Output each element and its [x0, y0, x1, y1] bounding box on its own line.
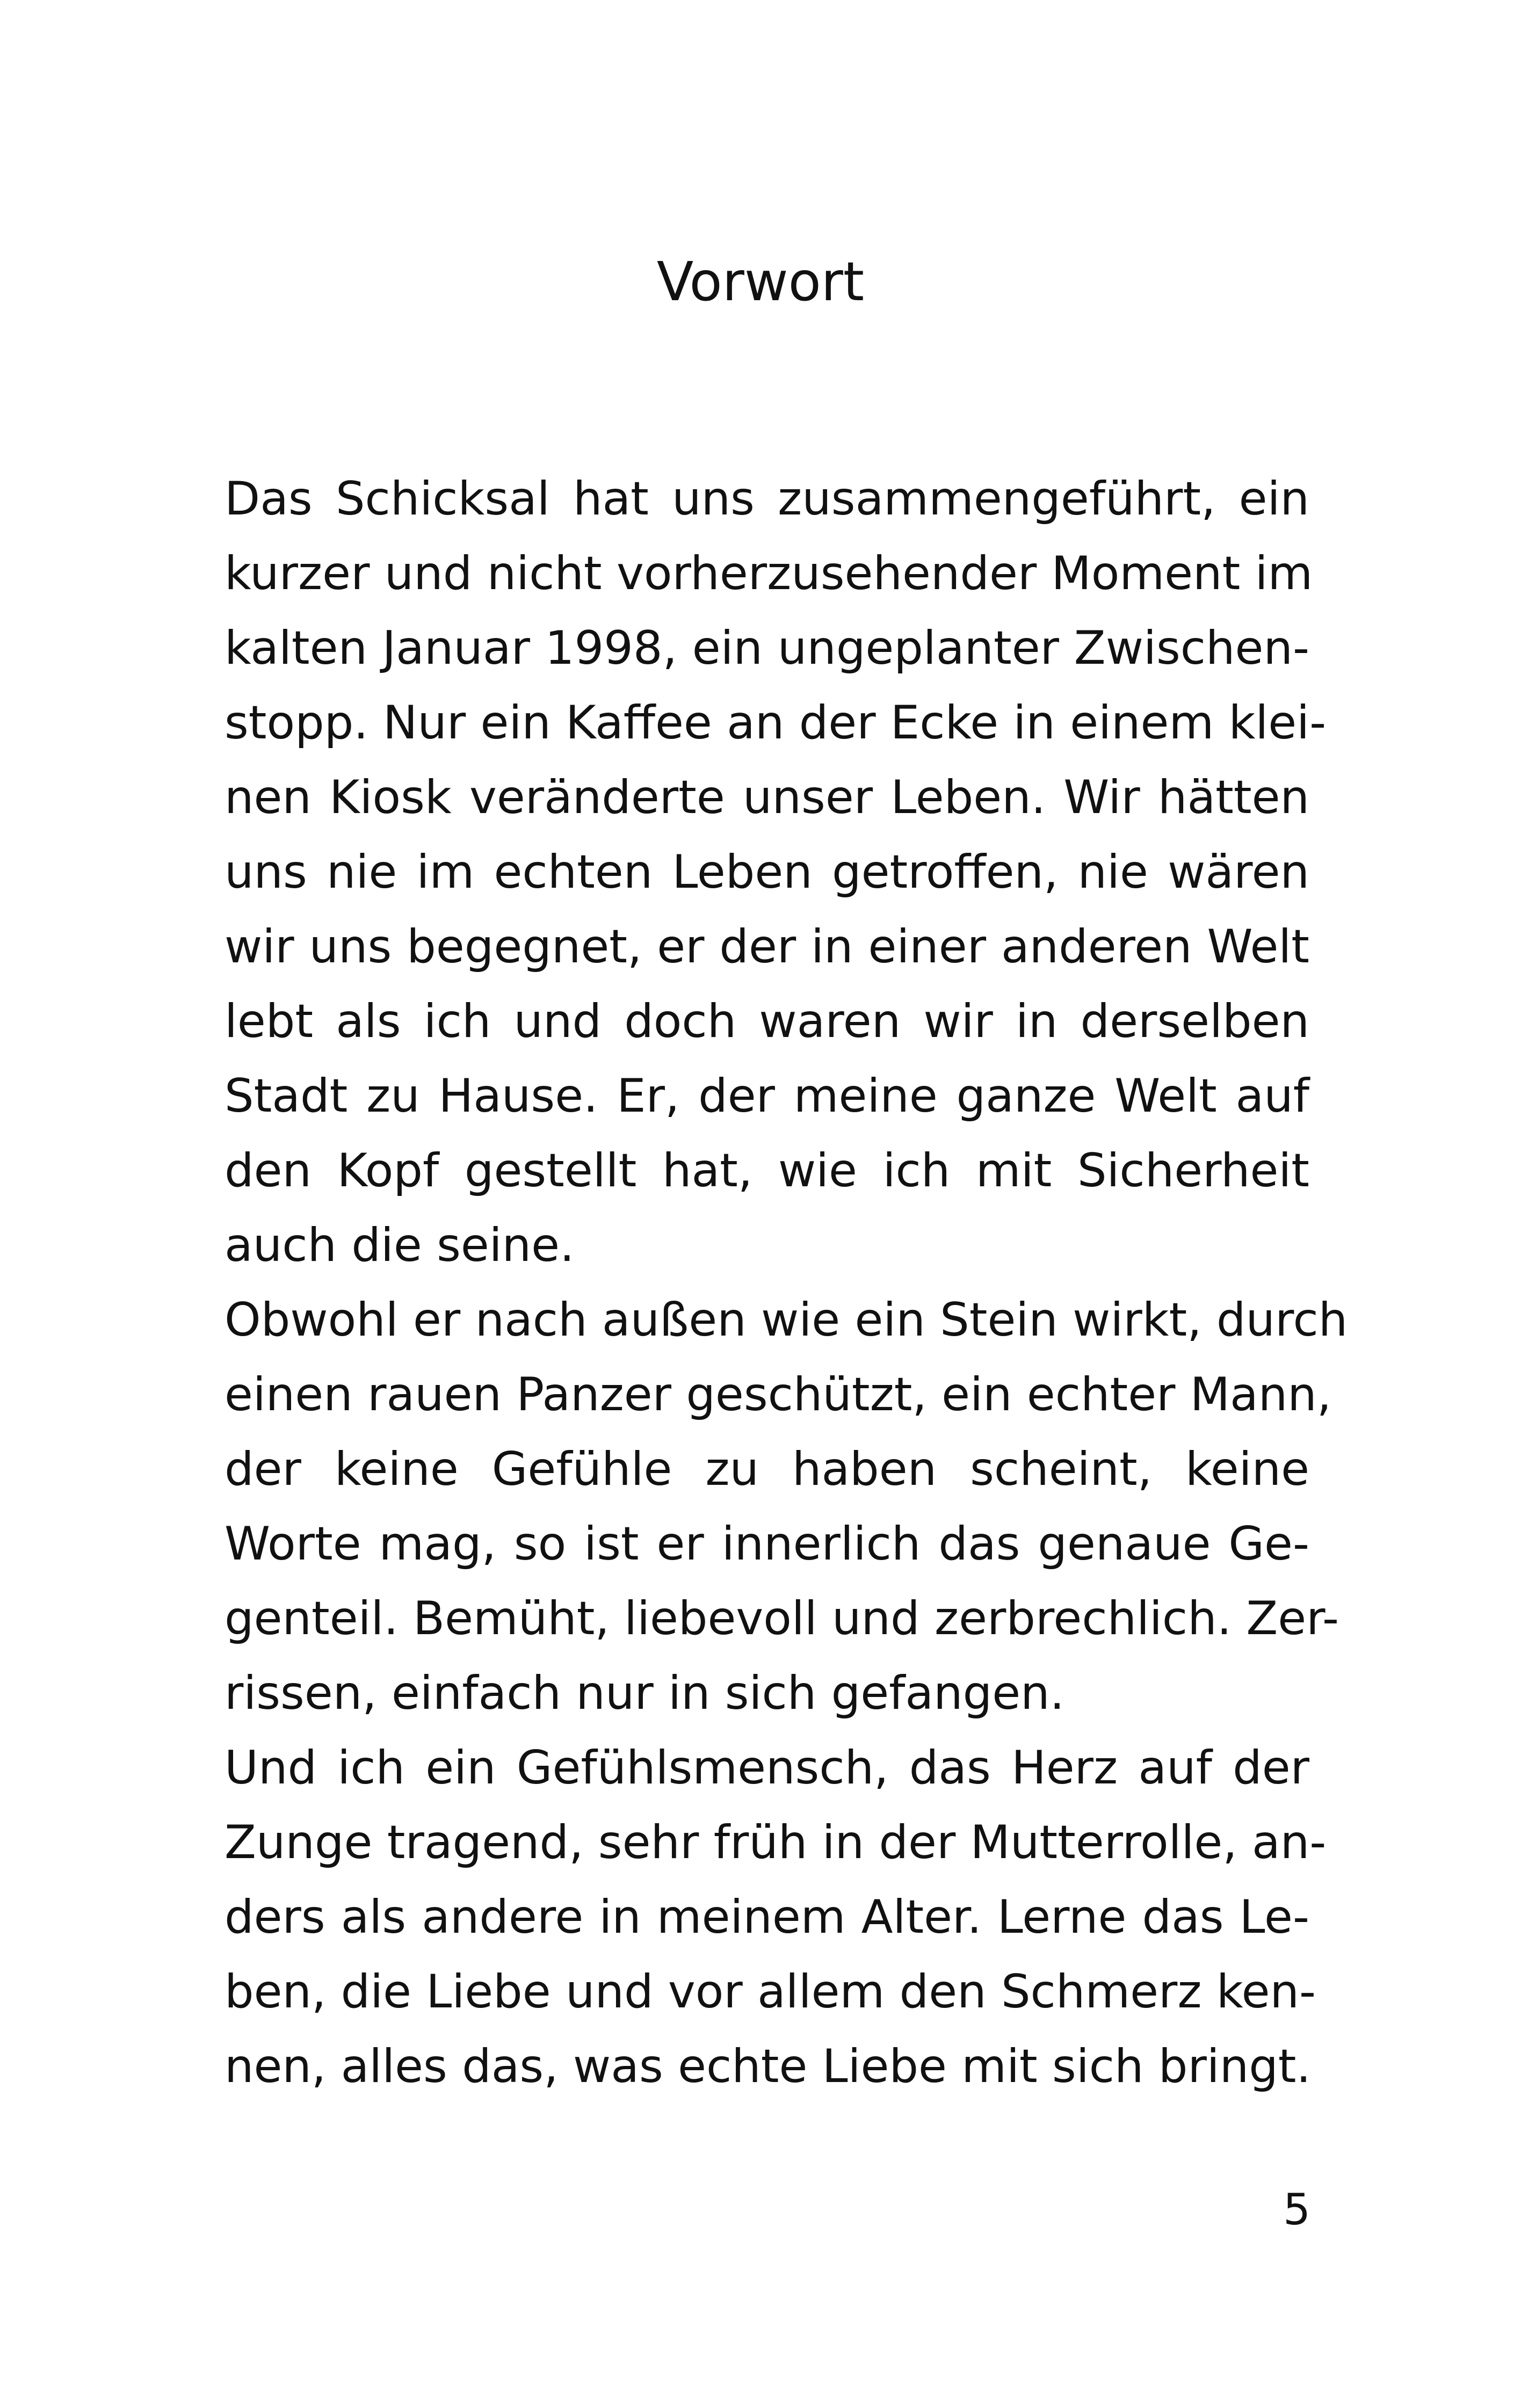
text-line: stopp. Nur ein Kaffee an der Ecke in einem klei- [224, 696, 1327, 750]
text-line: den Kopf gestellt hat, wie ich mit Sicherheit [224, 1144, 1309, 1198]
text-line: Worte mag, so ist er innerlich das genaue Ge- [224, 1517, 1309, 1571]
text-line: nen Kiosk veränderte unser Leben. Wir hätten [224, 771, 1309, 824]
text-line: uns nie im echten Leben getroffen, nie wären [224, 845, 1309, 899]
text-line: Zunge tragend, sehr früh in der Mutterrolle, an- [224, 1816, 1327, 1869]
text-line: Obwohl er nach außen wie ein Stein wirkt, durch [224, 1293, 1348, 1347]
text-line: nen, alles das, was echte Liebe mit sich bringt. [224, 2040, 1311, 2093]
text-line: ben, die Liebe und vor allem den Schmerz ken- [224, 1965, 1316, 2019]
text-line: lebt als ich und doch waren wir in derselben [224, 995, 1309, 1048]
text-line: kurzer und nicht vorherzusehender Moment im [224, 547, 1313, 600]
text-line: Und ich ein Gefühlsmensch, das Herz auf der [224, 1741, 1309, 1795]
text-line: ders als andere in meinem Alter. Lerne das Le- [224, 1890, 1309, 1944]
text-line: auch die seine. [224, 1218, 575, 1272]
text-line: der keine Gefühle zu haben scheint, keine [224, 1442, 1309, 1496]
text-line: genteil. Bemüht, liebevoll und zerbrechlich. Zer- [224, 1592, 1339, 1645]
text-line: kalten Januar 1998, ein ungeplanter Zwischen- [224, 621, 1309, 675]
page-number: 5 [1283, 2185, 1310, 2235]
text-line: Das Schicksal hat uns zusammengeführt, ein [224, 472, 1309, 526]
text-line: wir uns begegnet, er der in einer anderen Welt [224, 920, 1309, 974]
text-line: einen rauen Panzer geschützt, ein echter Mann, [224, 1368, 1332, 1421]
page-title: Vorwort [656, 250, 865, 313]
text-line: rissen, einfach nur in sich gefangen. [224, 1666, 1064, 1720]
body-text [224, 462, 1348, 2104]
text-line: Stadt zu Hause. Er, der meine ganze Welt auf [224, 1069, 1309, 1123]
